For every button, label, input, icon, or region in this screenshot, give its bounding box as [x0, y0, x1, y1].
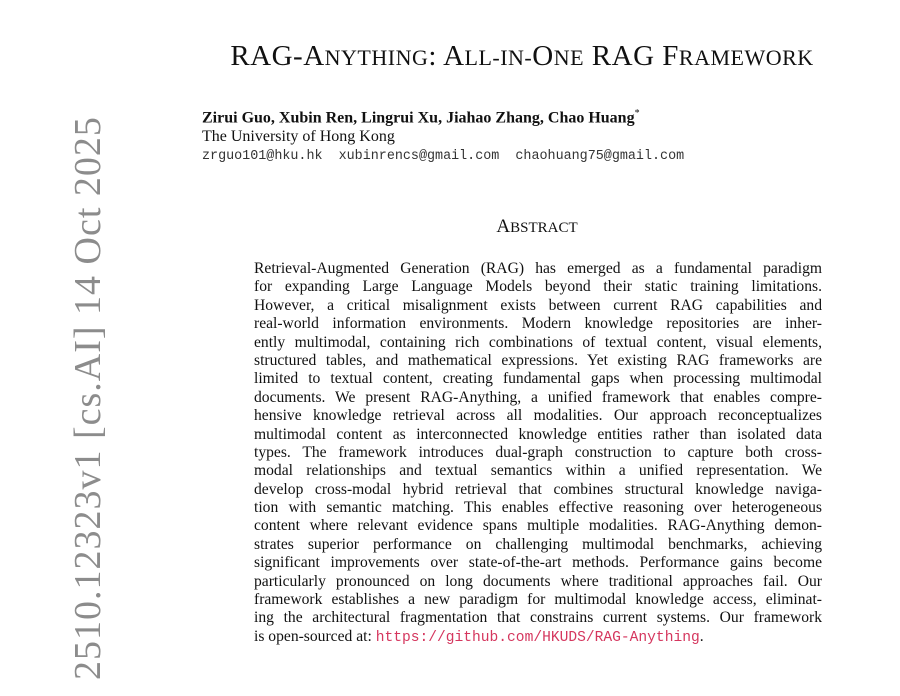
author-emails: zrguo101@hku.hk xubinrencs@gmail.com chaohuang75@gmail.com	[202, 149, 685, 164]
abstract-line: ing the architectural fragmentation that constrains current systems. Our framework	[254, 609, 822, 627]
abstract-line: content where relevant evidence spans multiple modalities. RAG-Anything demon-	[254, 517, 822, 535]
title-part: RAG-A	[230, 40, 325, 72]
abstract-line: documents. We present RAG-Anything, a unified framework that enables compre-	[254, 388, 822, 406]
title-part: NE	[553, 45, 585, 70]
abstract-link-prefix: is open-sourced at:	[254, 627, 376, 645]
abstract-line: framework establishes a new paradigm for multimodal knowledge access, eliminat-	[254, 591, 822, 609]
title-part: O	[532, 40, 554, 72]
title-part: RAG F	[584, 40, 679, 72]
abstract-line: Retrieval-Augmented Generation (RAG) has emerged as a fundamental paradigm	[254, 260, 822, 277]
abstract-heading-initial: A	[496, 216, 511, 237]
title-part: LL-IN-	[464, 45, 533, 70]
abstract-line: particularly pronounced on long documents where traditional approaches fail. Our	[254, 572, 822, 590]
abstract-body	[254, 260, 822, 646]
abstract-line: for expanding Large Language Models beyond their static training limitations.	[254, 278, 822, 296]
title-part: RAMEWORK	[678, 45, 814, 70]
abstract-line: hensive knowledge retrieval across all modalities. Our approach reconceptualizes	[254, 407, 822, 425]
abstract-link-suffix: .	[699, 627, 704, 645]
abstract-line: develop cross-modal hybrid retrieval that combines structural knowledge naviga-	[254, 480, 822, 498]
paper-title	[0, 40, 900, 73]
abstract-line: real-world information environments. Modern knowledge repositories are inher-	[254, 315, 822, 333]
abstract-line: types. The framework introduces dual-graph construction to capture both cross-	[254, 443, 822, 461]
author-list	[202, 108, 640, 127]
arxiv-identifier-stamp: 2510.12323v1 [cs.AI] 14 Oct 2025	[67, 116, 109, 680]
abstract-line: tion with semantic matching. This enables effective reasoning over heterogeneous	[254, 499, 822, 517]
abstract-heading-rest: BSTRACT	[510, 220, 578, 236]
title-part: NYTHING	[324, 45, 429, 70]
abstract-line: limited to textual content, creating fundamental gaps when processing multimodal	[254, 370, 822, 388]
github-repository-link[interactable]: https://github.com/HKUDS/RAG-Anything	[375, 629, 700, 646]
corresponding-author-marker: *	[634, 108, 640, 119]
title-part: : A	[428, 40, 465, 72]
abstract-line: strates superior performance on challenging multimodal benchmarks, achieving	[254, 535, 822, 553]
abstract-line: modal relationships and textual semantics within a unified representation. We	[254, 462, 822, 480]
abstract-line: multimodal content as interconnected knowledge entities rather than isolated data	[254, 425, 822, 443]
abstract-last-line	[254, 628, 822, 646]
abstract-line: significant improvements over state-of-the-art methods. Performance gains become	[254, 554, 822, 572]
author-names: Zirui Guo, Xubin Ren, Lingrui Xu, Jiahao Zhang, Chao Huang	[202, 109, 635, 127]
abstract-line: ently multimodal, containing rich combinations of textual content, visual elements,	[254, 333, 822, 351]
abstract-line: structured tables, and mathematical expressions. Yet existing RAG frameworks are	[254, 351, 822, 369]
abstract-line: However, a critical misalignment exists between current RAG capabilities and	[254, 296, 822, 314]
abstract-heading	[254, 216, 820, 238]
author-affiliation: The University of Hong Kong	[202, 128, 395, 145]
